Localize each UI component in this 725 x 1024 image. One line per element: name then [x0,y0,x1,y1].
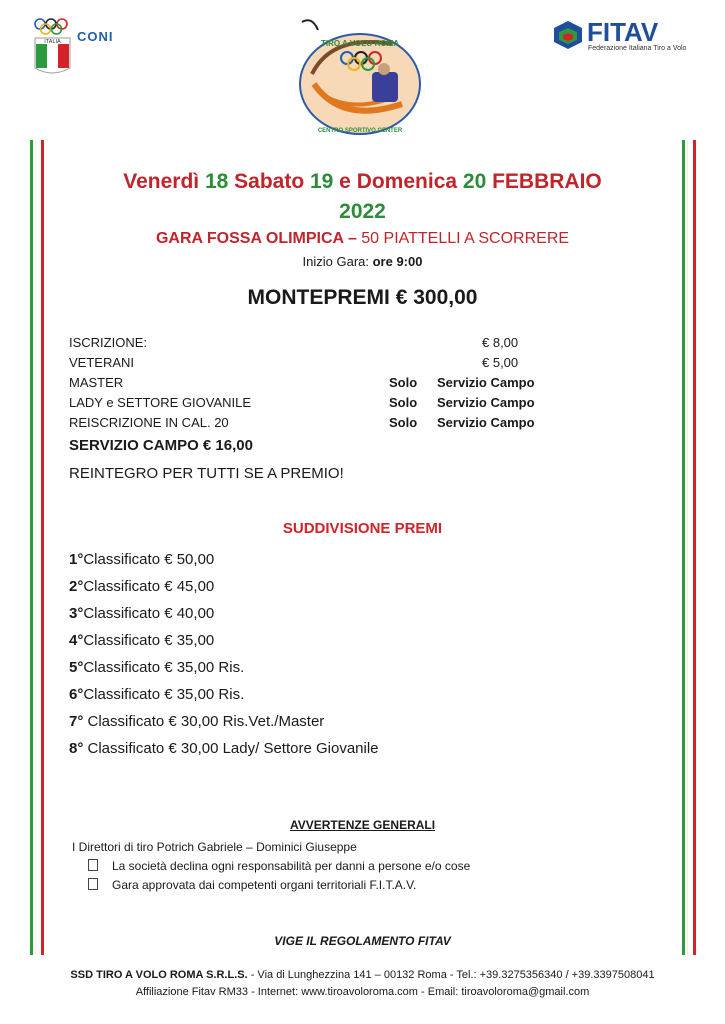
rank-text: Classificato € 40,00 [83,605,215,622]
fee-solo: Solo [389,375,418,390]
club-logo [292,14,428,140]
fee-service: Servizio Campo [437,415,535,430]
date-text: e Domenica [333,170,463,193]
rank-row [69,708,379,735]
rules-notice: VIGE IL REGOLAMENTO FITAV [274,934,451,948]
fee-service: Servizio Campo [437,395,535,410]
fee-service: Servizio Campo [437,375,535,390]
rank-number: 2° [69,578,84,595]
fee-row [69,393,569,413]
fee-label: LADY e SETTORE GIOVANILE [69,395,252,410]
race-title-rest: 50 PIATTELLI A SCORRERE [361,230,570,247]
fees-table [69,333,569,433]
date-month: FEBBRAIO [486,170,602,193]
fee-row [69,373,569,393]
event-year: 2022 [339,200,386,223]
race-title [0,230,725,248]
warning-bullet [88,859,470,873]
fitav-logo [553,18,703,54]
race-start [0,254,725,269]
coni-text: CONI [77,29,114,44]
warnings-title: AVVERTENZE GENERALI [289,818,436,832]
prize-ranks [69,546,379,762]
reintegro-note: REINTEGRO PER TUTTI SE A PREMIO! [69,465,344,482]
date-number: 19 [309,170,334,193]
fee-amount: € 8,00 [482,335,519,350]
rank-text: Classificato € 50,00 [83,551,215,568]
fee-label: ISCRIZIONE: [69,335,148,350]
rank-text: Classificato € 30,00 Lady/ Settore Giovanile [87,740,379,757]
footer-affiliation: Affiliazione Fitav RM33 - Internet: www.tiroavoloroma.com - Email: tiroavoloroma@gmail.com [135,986,590,998]
footer-contact: - Via di Lunghezzina 141 – 00132 Roma - Tel.: +39.3275356340 / +39.3397508041 [247,969,655,981]
rank-text: Classificato € 30,00 Ris.Vet./Master [87,713,325,730]
fee-label: REISCRIZIONE IN CAL. 20 [69,415,229,430]
fee-row [69,413,569,433]
prize-pool: MONTEPREMI € 300,00 [247,286,478,309]
date-number: 20 [462,170,487,193]
warning-text: La società declina ogni responsabilità per danni a persone e/o cose [112,859,471,873]
svg-text:TIRO A VOLO ROMA: TIRO A VOLO ROMA [320,39,400,48]
rank-text: Classificato € 45,00 [83,578,215,595]
rank-row [69,681,379,708]
date-text: Venerdì [123,170,205,193]
rank-text: Classificato € 35,00 Ris. [83,659,245,676]
fee-row [69,353,569,373]
fee-solo: Solo [389,415,418,430]
directors-line: I Direttori di tiro Potrich Gabriele – Dominici Giuseppe [72,840,357,854]
warning-text: Gara approvata dai competenti organi territoriali F.I.T.A.V. [112,878,417,892]
svg-text:CENTRO SPORTIVO CENTER: CENTRO SPORTIVO CENTER [317,128,403,134]
fee-label: VETERANI [69,355,135,370]
start-label: Inizio Gara: [302,254,373,269]
fee-solo: Solo [389,395,418,410]
race-title-bold: GARA FOSSA OLIMPICA – [155,230,362,247]
coni-logo [30,16,125,80]
rank-row [69,627,379,654]
rank-row [69,735,379,762]
rank-number: 8° [69,740,88,757]
fitav-subtitle: Federazione Italiana Tiro a Volo [588,45,687,52]
rank-row [69,600,379,627]
start-time: ore 9:00 [372,254,423,269]
fee-amount: € 5,00 [482,355,519,370]
rank-row [69,573,379,600]
service-fee: SERVIZIO CAMPO € 16,00 [69,437,253,454]
rank-number: 1° [69,551,84,568]
footer-company: SSD TIRO A VOLO ROMA S.R.L.S. [70,969,248,981]
fee-label: MASTER [69,375,124,390]
fitav-text: FITAV [587,17,659,47]
footer-address [0,969,725,981]
rank-text: Classificato € 35,00 Ris. [83,686,245,703]
rank-number: 3° [69,605,84,622]
rank-number: 6° [69,686,84,703]
rank-text: Classificato € 35,00 [83,632,215,649]
rank-row [69,546,379,573]
rank-number: 7° [69,713,88,730]
rank-row [69,654,379,681]
rank-number: 4° [69,632,84,649]
date-number: 18 [204,170,229,193]
bullet-box-icon [88,878,98,890]
event-dates [0,170,725,194]
svg-text:ITALIA: ITALIA [44,39,61,45]
bullet-box-icon [88,859,98,871]
warning-bullet [88,878,416,892]
fee-row [69,333,569,353]
subdivision-title: SUDDIVISIONE PREMI [282,520,443,537]
rank-number: 5° [69,659,84,676]
date-text: Sabato [228,170,310,193]
